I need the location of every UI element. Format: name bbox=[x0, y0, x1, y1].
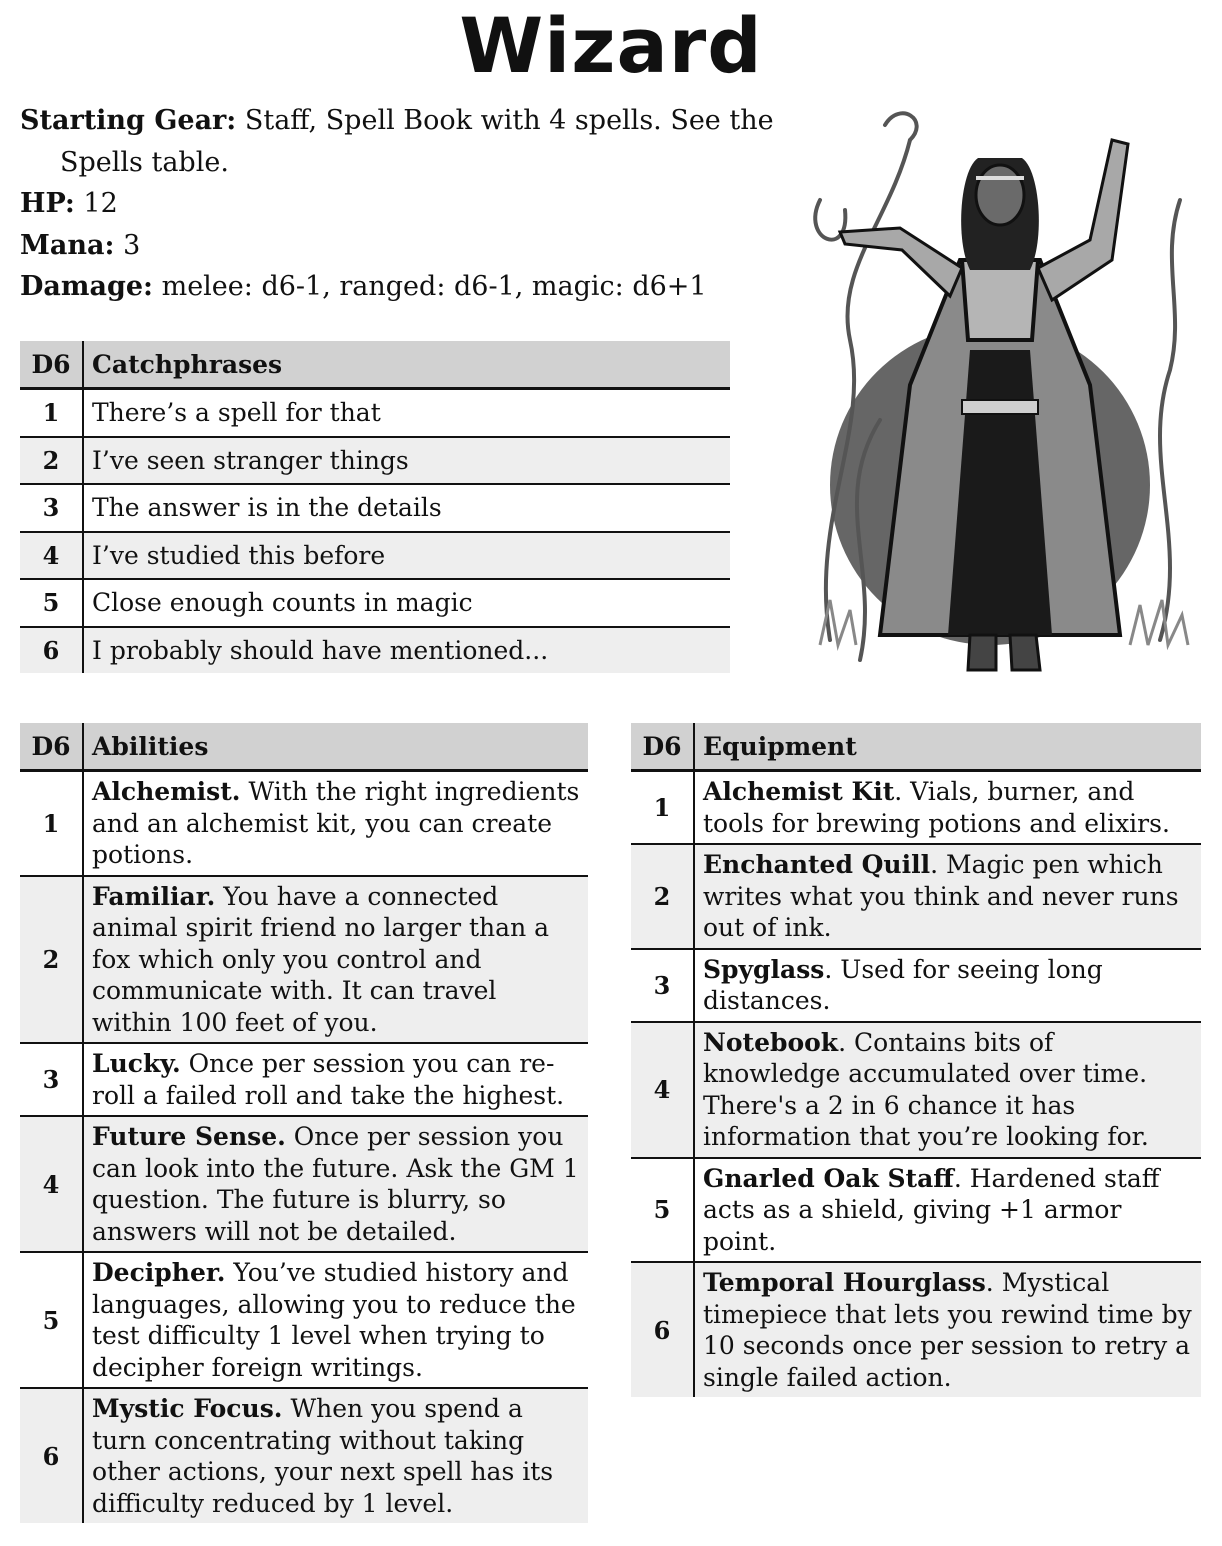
ability-desc: Once per session you can look into the future. Ask the GM 1 question. The future is blurry, so answers will not be detailed. bbox=[92, 1122, 579, 1246]
table-row bbox=[20, 771, 588, 876]
table-row bbox=[20, 389, 730, 437]
hp-value: 12 bbox=[83, 188, 118, 219]
equipment-desc: . Used for seeing long distances. bbox=[703, 954, 1103, 1015]
hp-line bbox=[20, 183, 780, 225]
starting-gear-value: Staff, Spell Book with 4 spells. See the bbox=[244, 105, 774, 136]
catchphrase-text: I’ve seen stranger things bbox=[83, 437, 730, 485]
hp-label: HP: bbox=[20, 188, 75, 219]
page-title: Wizard bbox=[459, 1, 763, 90]
catchphrase-text: There’s a spell for that bbox=[83, 389, 730, 437]
table-row bbox=[20, 1252, 588, 1388]
ability-entry bbox=[83, 876, 588, 1044]
equipment-name: Temporal Hourglass bbox=[703, 1268, 986, 1297]
roll-number: 4 bbox=[631, 1022, 694, 1158]
catchphrases-table bbox=[20, 341, 730, 673]
roll-number: 5 bbox=[20, 1252, 83, 1388]
roll-number: 2 bbox=[631, 844, 694, 949]
roll-number: 5 bbox=[20, 579, 83, 627]
ability-name: Future Sense. bbox=[92, 1122, 286, 1151]
table-row bbox=[20, 579, 730, 627]
wizard-illustration bbox=[790, 100, 1210, 680]
character-stats bbox=[20, 100, 780, 308]
table-row bbox=[20, 484, 730, 532]
equipment-name: Alchemist Kit bbox=[703, 777, 895, 806]
table-row bbox=[20, 1388, 588, 1523]
ability-name: Mystic Focus. bbox=[92, 1394, 283, 1423]
ability-entry bbox=[83, 1388, 588, 1523]
equipment-desc: . Hardened staff acts as a shield, giving +1 armor point. bbox=[703, 1163, 1160, 1256]
roll-number: 3 bbox=[20, 1043, 83, 1116]
damage-value: melee: d6-1, ranged: d6-1, magic: d6+1 bbox=[161, 271, 707, 302]
face bbox=[976, 165, 1024, 225]
catchphrases-die-header: D6 bbox=[20, 341, 83, 389]
ability-entry bbox=[83, 1116, 588, 1252]
belt bbox=[962, 400, 1038, 414]
roll-number: 3 bbox=[631, 949, 694, 1022]
roll-number: 5 bbox=[631, 1158, 694, 1263]
abilities-title-header: Abilities bbox=[83, 723, 588, 771]
ability-name: Alchemist. bbox=[92, 777, 241, 806]
catchphrase-text: The answer is in the details bbox=[83, 484, 730, 532]
roll-number: 1 bbox=[631, 771, 694, 845]
ability-entry bbox=[83, 1252, 588, 1388]
roll-number: 2 bbox=[20, 437, 83, 485]
equipment-name: Notebook bbox=[703, 1027, 839, 1057]
table-row bbox=[631, 1022, 1201, 1158]
ability-desc: When you spend a turn concentrating without taking other actions, your next spell has its difficulty reduced by 1 level. bbox=[92, 1394, 554, 1518]
table-row bbox=[631, 844, 1201, 949]
table-row bbox=[20, 437, 730, 485]
starting-gear-continuation: Spells table. bbox=[60, 146, 229, 178]
roll-number: 6 bbox=[20, 1388, 83, 1523]
catchphrase-text: I probably should have mentioned... bbox=[83, 627, 730, 674]
table-row bbox=[631, 949, 1201, 1022]
damage-label: Damage: bbox=[20, 271, 153, 302]
bodice bbox=[962, 260, 1038, 340]
equipment-entry bbox=[694, 1022, 1201, 1158]
starting-gear-label: Starting Gear: bbox=[20, 105, 237, 136]
equipment-desc: . Vials, burner, and tools for brewing potions and elixirs. bbox=[703, 777, 1170, 838]
mana-value: 3 bbox=[123, 229, 141, 261]
roll-number: 4 bbox=[20, 532, 83, 580]
ability-entry bbox=[83, 771, 588, 876]
equipment-entry bbox=[694, 1158, 1201, 1263]
equipment-name: Spyglass bbox=[703, 954, 825, 984]
equipment-entry bbox=[694, 844, 1201, 949]
table-row bbox=[20, 1116, 588, 1252]
catchphrase-text: Close enough counts in magic bbox=[83, 579, 730, 627]
equipment-desc: . Contains bits of knowledge accumulated over time. There's a 2 in 6 chance it has information that you’re looking for. bbox=[703, 1027, 1149, 1151]
equipment-entry bbox=[694, 1262, 1201, 1397]
roll-number: 3 bbox=[20, 484, 83, 532]
mana-label: Mana: bbox=[20, 229, 115, 261]
damage-line bbox=[20, 266, 780, 308]
roll-number: 1 bbox=[20, 389, 83, 437]
ability-name: Familiar. bbox=[92, 881, 216, 911]
equipment-title-header: Equipment bbox=[694, 723, 1201, 771]
table-row bbox=[631, 1158, 1201, 1263]
ability-entry bbox=[83, 1043, 588, 1116]
roll-number: 2 bbox=[20, 876, 83, 1044]
table-row bbox=[20, 627, 730, 674]
table-row bbox=[631, 1262, 1201, 1397]
roll-number: 6 bbox=[631, 1262, 694, 1397]
ability-desc: With the right ingredients and an alchemist kit, you can create potions. bbox=[92, 777, 580, 869]
equipment-die-header: D6 bbox=[631, 723, 694, 771]
right-arm bbox=[1038, 140, 1128, 300]
table-row bbox=[20, 876, 588, 1044]
equipment-entry bbox=[694, 771, 1201, 845]
equipment-table bbox=[631, 723, 1201, 1397]
equipment-desc: . Mystical timepiece that lets you rewind time by 10 seconds once per session to retry a single failed action. bbox=[703, 1268, 1192, 1392]
equipment-desc: . Magic pen which writes what you think and never runs out of ink. bbox=[703, 850, 1179, 942]
catchphrase-text: I’ve studied this before bbox=[83, 532, 730, 580]
abilities-die-header: D6 bbox=[20, 723, 83, 771]
roll-number: 6 bbox=[20, 627, 83, 674]
ability-name: Lucky. bbox=[92, 1049, 181, 1078]
equipment-entry bbox=[694, 949, 1201, 1022]
roll-number: 4 bbox=[20, 1116, 83, 1252]
roll-number: 1 bbox=[20, 771, 83, 876]
ability-desc: You have a connected animal spirit friend no larger than a fox which only you control and communicate with. It can travel within 100 feet of you. bbox=[92, 881, 550, 1037]
mana-line bbox=[20, 225, 780, 267]
equipment-name: Enchanted Quill bbox=[703, 850, 931, 879]
ability-name: Decipher. bbox=[92, 1258, 226, 1287]
table-row bbox=[20, 1043, 588, 1116]
table-row bbox=[20, 532, 730, 580]
abilities-table bbox=[20, 723, 588, 1523]
starting-gear-line bbox=[20, 100, 780, 142]
ability-desc: You’ve studied history and languages, allowing you to reduce the test difficulty 1 level when trying to decipher foreign writings. bbox=[92, 1258, 576, 1382]
equipment-name: Gnarled Oak Staff bbox=[703, 1163, 954, 1193]
table-row bbox=[631, 771, 1201, 845]
catchphrases-title-header: Catchphrases bbox=[83, 341, 730, 389]
ability-desc: Once per session you can re-roll a failed roll and take the highest. bbox=[92, 1049, 565, 1110]
